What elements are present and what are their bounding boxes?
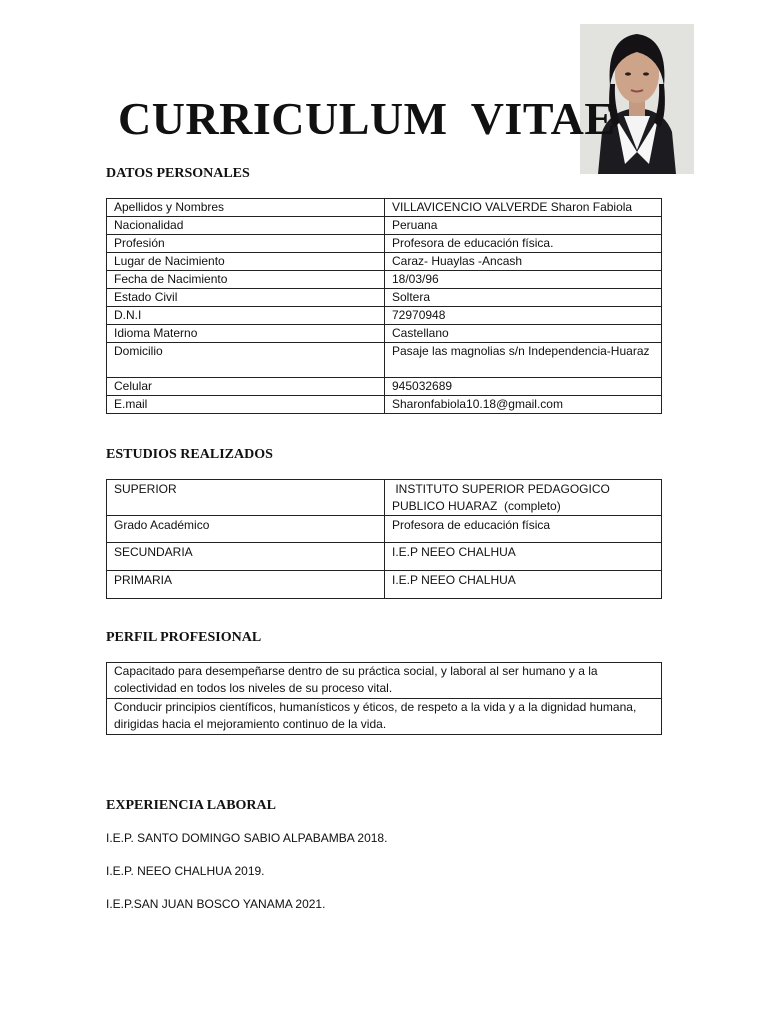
label-cell: Lugar de Nacimiento	[107, 253, 385, 271]
value-cell: Profesora de educación física	[385, 516, 662, 543]
value-cell: I.E.P NEEO CHALHUA	[385, 571, 662, 599]
table-row	[107, 199, 662, 217]
table-row	[107, 289, 662, 307]
table-row	[107, 343, 662, 378]
value-cell: Pasaje las magnolias s/n Independencia-Huaraz	[385, 343, 662, 378]
value-cell: 945032689	[385, 378, 662, 396]
perfil-table	[106, 662, 662, 735]
table-row	[107, 663, 662, 699]
label-cell: PRIMARIA	[107, 571, 385, 599]
value-cell: Castellano	[385, 325, 662, 343]
table-row	[107, 396, 662, 414]
page-title: CURRICULUM VITAE	[118, 93, 616, 144]
value-cell: Soltera	[385, 289, 662, 307]
table-row	[107, 271, 662, 289]
label-cell: Idioma Materno	[107, 325, 385, 343]
label-cell: Profesión	[107, 235, 385, 253]
value-cell: INSTITUTO SUPERIOR PEDAGOGICO PUBLICO HUARAZ (completo)	[385, 480, 662, 516]
label-cell: Grado Académico	[107, 516, 385, 543]
label-cell: D.N.I	[107, 307, 385, 325]
table-row	[107, 699, 662, 735]
label-cell: SECUNDARIA	[107, 543, 385, 571]
table-row	[107, 571, 662, 599]
estudios-table	[106, 479, 662, 599]
value-cell: 72970948	[385, 307, 662, 325]
table-row	[107, 378, 662, 396]
table-row	[107, 217, 662, 235]
value-cell: Profesora de educación física.	[385, 235, 662, 253]
table-row	[107, 480, 662, 516]
heading-datos-personales: DATOS PERSONALES	[106, 166, 250, 181]
table-row	[107, 543, 662, 571]
label-cell: Domicilio	[107, 343, 385, 378]
heading-estudios-realizados: ESTUDIOS REALIZADOS	[106, 447, 273, 462]
perfil-cell: Capacitado para desempeñarse dentro de su práctica social, y laboral al ser humano y a la colectividad en todos los niveles de su proceso vital.	[107, 663, 662, 699]
value-cell: Sharonfabiola10.18@gmail.com	[385, 396, 662, 414]
table-row	[107, 235, 662, 253]
label-cell: Apellidos y Nombres	[107, 199, 385, 217]
label-cell: Estado Civil	[107, 289, 385, 307]
list-item: I.E.P. SANTO DOMINGO SABIO ALPABAMBA 2018.	[106, 831, 388, 845]
heading-perfil-profesional: PERFIL PROFESIONAL	[106, 630, 262, 645]
label-cell: Fecha de Nacimiento	[107, 271, 385, 289]
table-row	[107, 307, 662, 325]
label-cell: Celular	[107, 378, 385, 396]
value-cell: 18/03/96	[385, 271, 662, 289]
label-cell: Nacionalidad	[107, 217, 385, 235]
heading-experiencia-laboral: EXPERIENCIA LABORAL	[106, 798, 276, 813]
datos-personales-table	[106, 198, 662, 414]
value-cell: I.E.P NEEO CHALHUA	[385, 543, 662, 571]
table-row	[107, 253, 662, 271]
list-item: I.E.P. NEEO CHALHUA 2019.	[106, 864, 265, 878]
label-cell: E.mail	[107, 396, 385, 414]
value-cell: Peruana	[385, 217, 662, 235]
list-item: I.E.P.SAN JUAN BOSCO YANAMA 2021.	[106, 897, 326, 911]
label-cell: SUPERIOR	[107, 480, 385, 516]
table-row	[107, 325, 662, 343]
perfil-cell: Conducir principios científicos, humanísticos y éticos, de respeto a la vida y a la dignidad humana, dirigidas hacia el mejoramiento continuo de la vida.	[107, 699, 662, 735]
table-row	[107, 516, 662, 543]
value-cell: Caraz- Huaylas -Ancash	[385, 253, 662, 271]
value-cell: VILLAVICENCIO VALVERDE Sharon Fabiola	[385, 199, 662, 217]
